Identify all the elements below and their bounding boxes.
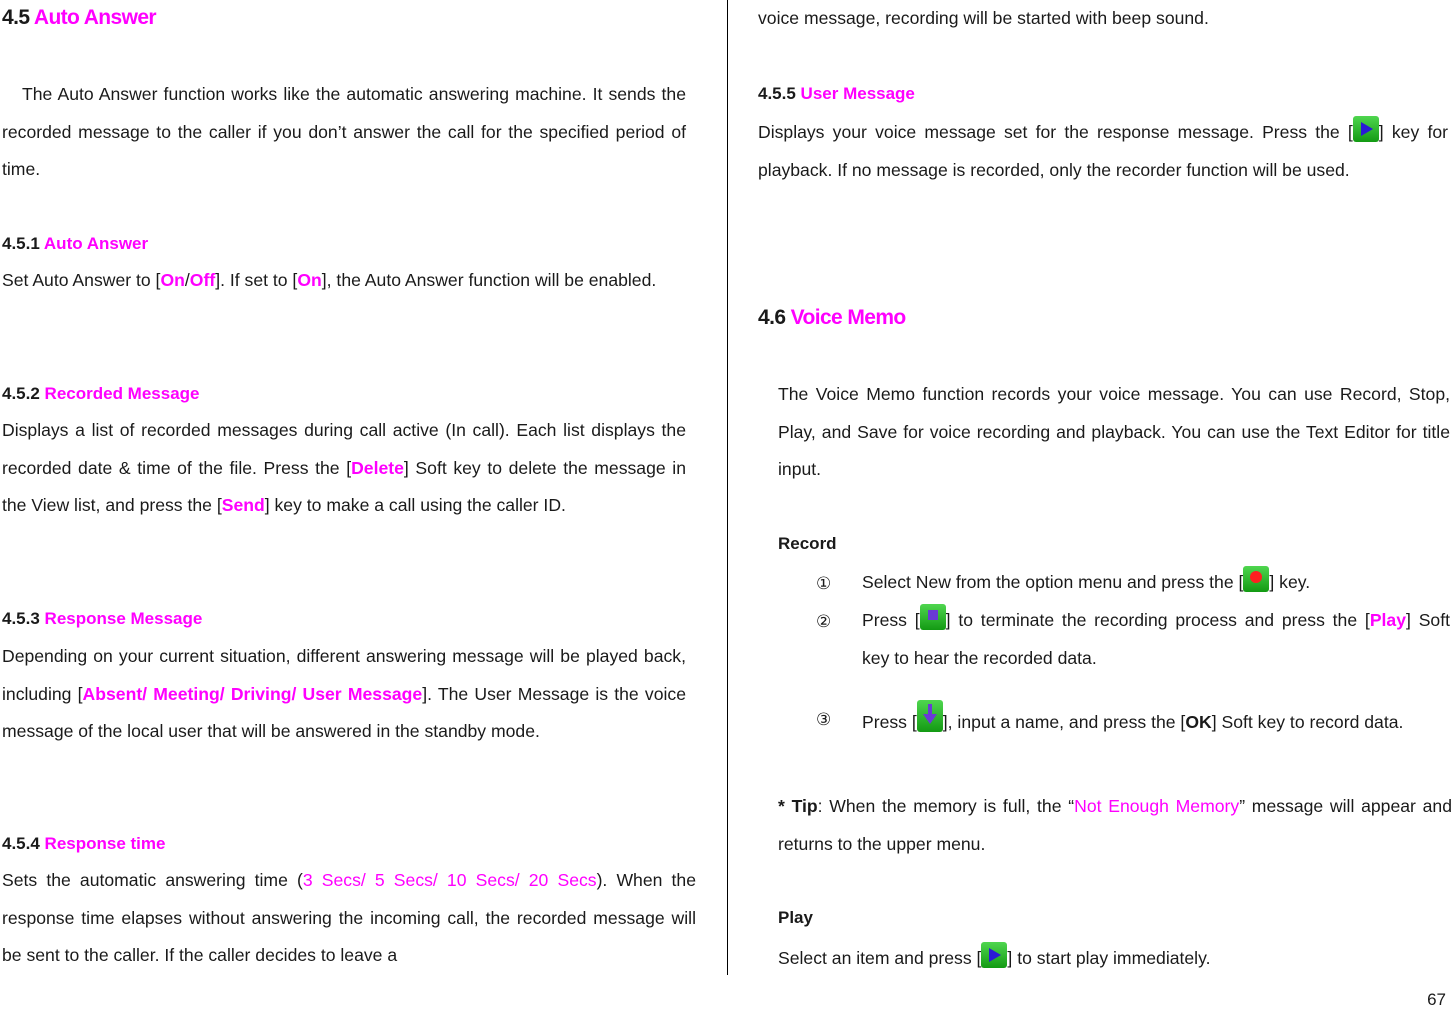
step-2-text: Press [ ] to terminate the recording process and press the [Play] Soft key to hear the recorded data.	[862, 602, 1450, 677]
auto-answer-intro: The Auto Answer function works like the automatic answering machine. It sends the recorded message to the caller if you don’t answer the call for the specified period of time.	[2, 84, 686, 179]
section-4-5-5-heading: 4.5.5 User Message	[758, 84, 915, 103]
column-divider	[727, 0, 728, 975]
continued-text: voice message, recording will be started with beep sound.	[758, 8, 1209, 28]
section-4-5-2-body: Displays a list of recorded messages during call active (In call). Each list displays the recorded date & time of the file. Press the [Delete] Soft key to delete the message in the View list, and press the [Send] key to make a call using the caller ID.	[2, 420, 686, 515]
section-4-6-heading: 4.6 Voice Memo	[758, 306, 906, 329]
page-number: 67	[1427, 990, 1446, 1009]
section-4-5-2-heading: 4.5.2 Recorded Message	[2, 384, 200, 403]
section-4-5-5-body: Displays your voice message set for the response message. Press the [ ] key for playback. If no message is recorded, only the recorder function will be used.	[758, 114, 1448, 189]
play-key-icon	[1353, 116, 1379, 142]
section-4-5-1-heading: 4.5.1 Auto Answer	[2, 234, 149, 253]
section-4-5-3-body: Depending on your current situation, different answering message will be played back, including [Absent/ Meeting/ Driving/ User Message]. The User Message is the voice message of the local user that will be answered in the standby mode.	[2, 646, 686, 741]
section-4-5-3-heading: 4.5.3 Response Message	[2, 609, 203, 628]
play-subheading: Play	[778, 908, 813, 927]
step-3-text: Press [ ], input a name, and press the [OK] Soft key to record data.	[862, 700, 1450, 743]
step-1-marker: ①	[816, 574, 832, 593]
voice-memo-intro: The Voice Memo function records your voice message. You can use Record, Stop, Play, and Save for voice recording and playback. You can use the Text Editor for title input.	[778, 384, 1450, 479]
play-text: Select an item and press [ ] to start play immediately.	[778, 940, 1450, 978]
record-key-icon	[1243, 566, 1269, 592]
section-4-5-4-heading: 4.5.4 Response time	[2, 834, 166, 853]
step-1-text: Select New from the option menu and press the [ ] key.	[862, 564, 1450, 602]
step-3-marker: ③	[816, 710, 832, 729]
save-key-icon	[917, 700, 943, 732]
section-4-5-heading: 4.5 Auto Answer	[2, 6, 157, 29]
stop-key-icon	[920, 604, 946, 630]
tip-text: * Tip: When the memory is full, the “Not Enough Memory” message will appear and returns to the upper menu.	[778, 796, 1452, 854]
section-4-5-1-body: Set Auto Answer to [On/Off]. If set to [On], the Auto Answer function will be enabled.	[2, 270, 657, 290]
record-subheading: Record	[778, 534, 837, 553]
play-key-icon	[981, 942, 1007, 968]
section-4-5-4-body: Sets the automatic answering time (3 Secs/ 5 Secs/ 10 Secs/ 20 Secs). When the response time elapses without answering the incoming call, the recorded message will be sent to the caller. If the caller decides to leave a	[2, 870, 696, 965]
step-2-marker: ②	[816, 612, 832, 631]
